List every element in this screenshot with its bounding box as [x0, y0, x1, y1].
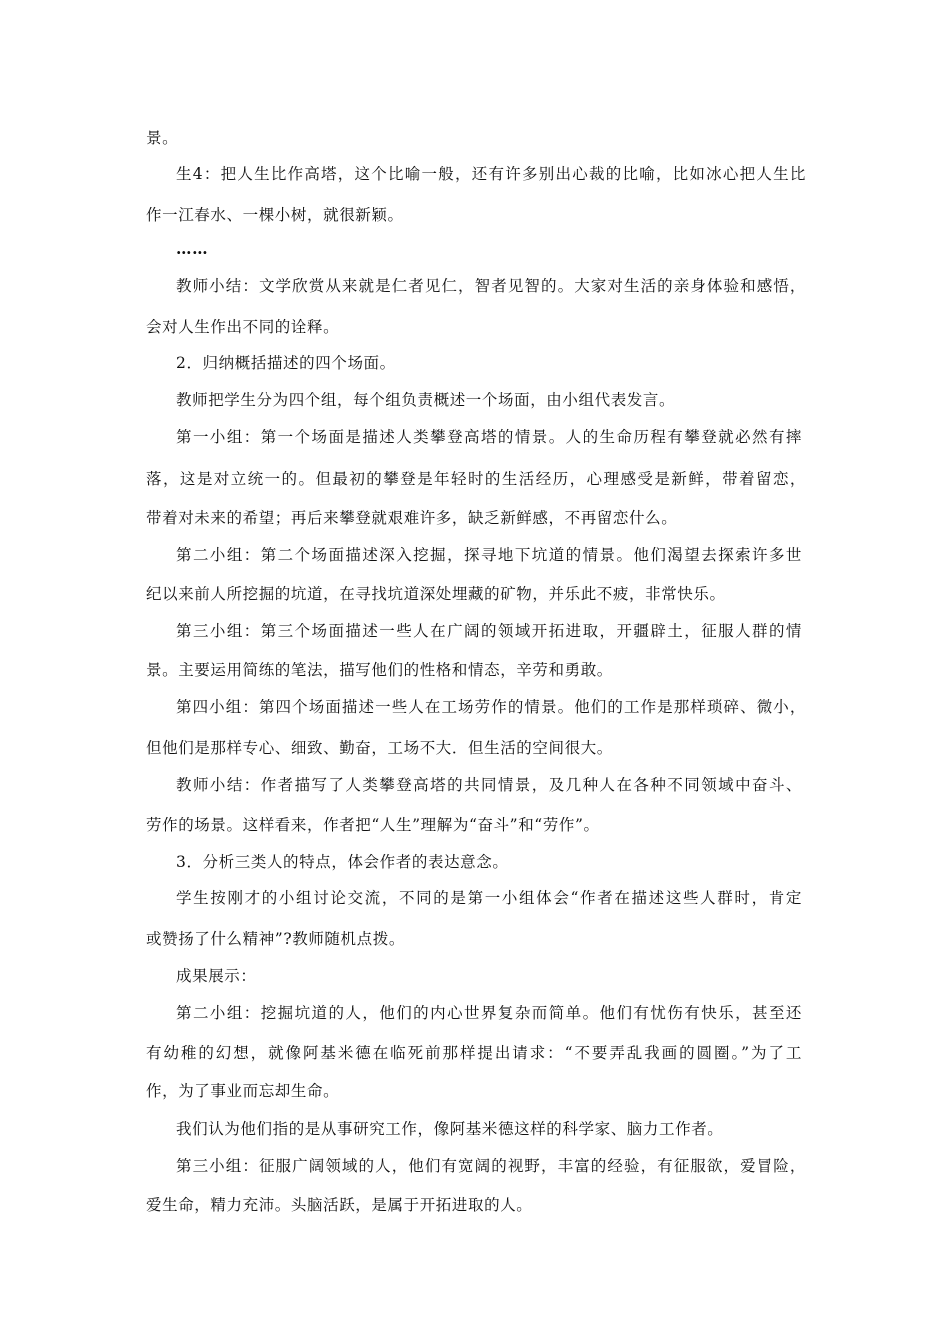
text-line: 3．分析三类人的特点，体会作者的表达意念。 — [176, 853, 509, 871]
text-line: 景。主要运用简练的笔法，描写他们的性格和情态，辛劳和勇敢。 — [146, 661, 613, 679]
text-line: 第二小组：第二个场面描述深入挖掘，探寻地下坑道的情景。他们渴望去探索许多世 — [176, 546, 802, 564]
text-line: 教师把学生分为四个组，每个组负责概述一个场面，由小组代表发言。 — [176, 391, 676, 409]
text-line: 有幼稚的幻想，就像阿基米德在临死前那样提出请求：“不要弄乱我画的圆圈。”为了工 — [146, 1044, 802, 1062]
text-line: 第二小组：挖掘坑道的人，他们的内心世界复杂而简单。他们有忧伤有快乐，甚至还 — [176, 1004, 802, 1022]
text-line: 第三小组：第三个场面描述一些人在广阔的领域开拓进取，开疆辟土，征服人群的情 — [176, 622, 802, 640]
text-line: 生4：把人生比作高塔，这个比喻一般，还有许多别出心裁的比喻，比如冰心把人生比 — [176, 165, 806, 183]
text-line: 作一江春水、一棵小树，就很新颖。 — [146, 206, 404, 224]
text-line: 景。 — [146, 129, 179, 147]
text-line: 2．归纳概括描述的四个场面。 — [176, 354, 396, 372]
text-line: 爱生命，精力充沛。头脑活跃，是属于开拓进取的人。 — [146, 1196, 533, 1214]
text-line: 落，这是对立统一的。但最初的攀登是年轻时的生活经历，心理感受是新鲜，带着留恋， — [146, 470, 806, 488]
text-line: 但他们是那样专心、细致、勤奋，工场不大．但生活的空间很大。 — [146, 739, 613, 757]
text-line: …… — [176, 239, 209, 258]
text-line: 成果展示： — [176, 967, 257, 985]
text-line: 带着对未来的希望；再后来攀登就艰难许多，缺乏新鲜感，不再留恋什么。 — [146, 509, 678, 527]
text-line: 我们认为他们指的是从事研究工作，像阿基米德这样的科学家、脑力工作者。 — [176, 1120, 724, 1138]
text-line: 第一小组：第一个场面是描述人类攀登高塔的情景。人的生命历程有攀登就必然有摔 — [176, 428, 802, 446]
text-line: 教师小结：文学欣赏从来就是仁者见仁，智者见智的。大家对生活的亲身体验和感悟， — [176, 277, 806, 295]
text-line: 作，为了事业而忘却生命。 — [146, 1082, 340, 1100]
text-line: 或赞扬了什么精神”?教师随机点拨。 — [146, 930, 405, 948]
text-line: 纪以来前人所挖掘的坑道，在寻找坑道深处埋藏的矿物，并乐此不疲，非常快乐。 — [146, 585, 726, 603]
text-line: 第三小组：征服广阔领域的人，他们有宽阔的视野，丰富的经验，有征服欲，爱冒险， — [176, 1157, 806, 1175]
text-line: 教师小结：作者描写了人类攀登高塔的共同情景，及几种人在各种不同领域中奋斗、 — [176, 776, 802, 794]
text-line: 学生按刚才的小组讨论交流，不同的是第一小组体会“作者在描述这些人群时，肯定 — [176, 889, 802, 907]
text-line: 劳作的场景。这样看来，作者把“人生”理解为“奋斗”和“劳作”。 — [146, 816, 600, 834]
text-line: 会对人生作出不同的诠释。 — [146, 318, 340, 336]
text-line: 第四小组：第四个场面描述一些人在工场劳作的情景。他们的工作是那样琐碎、微小， — [176, 698, 806, 716]
